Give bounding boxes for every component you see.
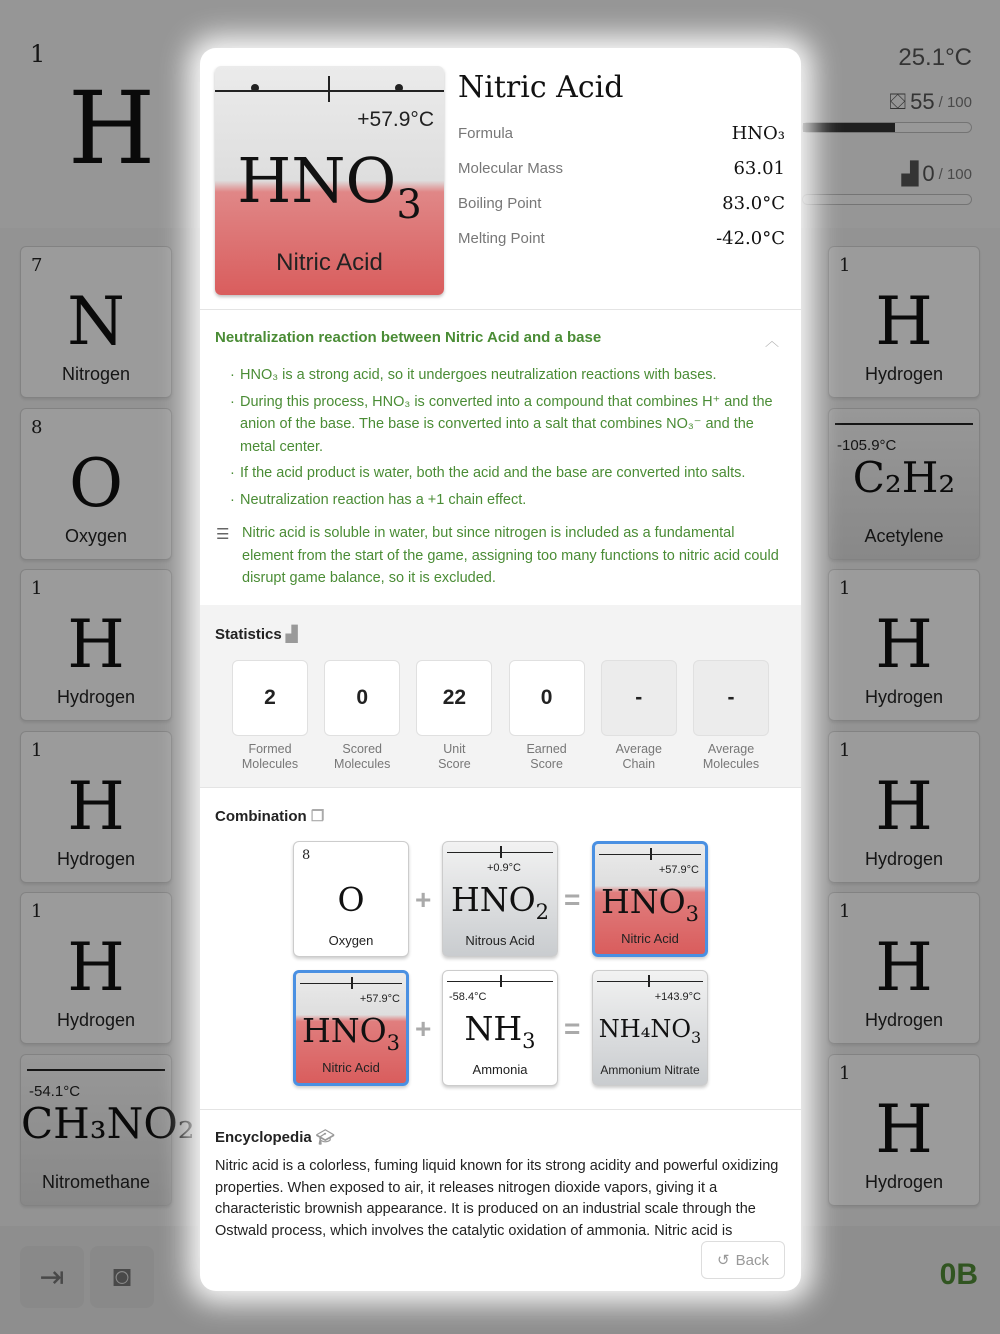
- stat-label: [593, 742, 685, 772]
- hero-formula: [215, 144, 444, 228]
- scale-marker-high: [395, 84, 403, 92]
- bullet-item: · Neutralization reaction has a +1 chain effect.: [230, 489, 787, 512]
- hero-formula-sub: 3: [396, 182, 422, 228]
- prop-mass: [458, 156, 785, 180]
- prop-value: -42.0°C: [716, 227, 785, 249]
- prop-melting: [458, 226, 785, 250]
- chart-value: 0: [922, 161, 935, 186]
- stat-label: [408, 742, 500, 772]
- tile-symbol: H: [875, 283, 933, 360]
- tile-name: Oxygen: [328, 933, 374, 948]
- hero-name: Nitric Acid: [276, 249, 383, 276]
- tile-name: Nitric Acid: [322, 1060, 380, 1075]
- speaker-icon: ◙: [112, 1260, 132, 1293]
- copy-icon: ❐: [310, 808, 325, 825]
- tile-symbol: H: [875, 1090, 933, 1168]
- stat-label-line2: Molecules: [241, 757, 299, 771]
- prop-key: Boiling Point: [458, 194, 542, 212]
- tile-symbol: CH₃NO₂: [21, 1098, 195, 1148]
- tile-name: Nitrogen: [61, 364, 131, 384]
- reaction-section-title[interactable]: Neutralization reaction between Nitric Acid and a base: [215, 329, 602, 346]
- tile-scale-tick: [650, 848, 652, 860]
- reaction-bullets: [230, 364, 787, 515]
- tile-symbol: H: [67, 767, 125, 845]
- tile-formula-sub: 3: [386, 1031, 401, 1055]
- tile-name: Nitric Acid: [621, 931, 679, 946]
- score-icon: ⛋: [889, 89, 907, 114]
- encyclopedia-title: [215, 1128, 335, 1146]
- combo-nitrous-acid-tile[interactable]: [442, 841, 558, 957]
- tile-formula-sub: 3: [691, 1028, 702, 1047]
- plus-sign: +: [415, 1013, 432, 1044]
- encyclopedia-text: Nitric acid is a colorless, fuming liquid known for its strong acidity and powerful oxidizing properties. When exposed to air, it releases nitrogen dioxide vapors, giving it a characteristic brownish appearance. It is produced on an industrial scale through the Ostwald process, which involves the catalytic oxidation of ammonia. Nitric acid is: [215, 1158, 779, 1239]
- tile-scale-tick: [500, 846, 502, 858]
- top-element-symbol: H: [68, 70, 156, 187]
- tile-name: Hydrogen: [864, 1171, 944, 1192]
- tile-name: Hydrogen: [56, 687, 136, 707]
- equals-sign: =: [564, 884, 581, 915]
- bar-chart-icon: ▟: [901, 161, 919, 186]
- stat-value-box: 2: [232, 660, 308, 736]
- prop-key: Formula: [458, 124, 514, 142]
- stat-label-line1: Scored: [342, 742, 382, 756]
- combination-title: [215, 807, 324, 825]
- stat-label: [224, 742, 316, 772]
- divider: [200, 309, 801, 310]
- combo-oxygen-tile[interactable]: [293, 841, 409, 957]
- temperature-readout: 25.1°C: [898, 44, 972, 71]
- combo-ammonium-nitrate-tile[interactable]: [592, 970, 708, 1086]
- tile-name: Hydrogen: [864, 364, 944, 384]
- stat-label: [316, 742, 408, 772]
- chevron-up-icon[interactable]: ︿: [765, 333, 779, 349]
- encyclopedia-title-text: Encyclopedia: [215, 1129, 312, 1146]
- statistics-title-text: Statistics: [215, 626, 282, 643]
- prop-value: 63.01: [733, 157, 785, 179]
- back-label: Back: [735, 1251, 769, 1269]
- hero-temperature: +57.9°C: [357, 108, 434, 131]
- back-button[interactable]: [701, 1241, 785, 1279]
- tile-formula-main: HNO: [450, 880, 536, 919]
- tile-number: 1: [31, 739, 43, 761]
- tile-formula-main: HNO: [600, 882, 686, 921]
- tile-scale-tick: [351, 977, 353, 989]
- statistics-title: [215, 625, 297, 643]
- tile-formula: [593, 1015, 707, 1047]
- tile-temp: +143.9°C: [654, 991, 701, 1003]
- tile-formula-sub: 2: [535, 900, 550, 924]
- score-max: / 100: [938, 93, 972, 111]
- divider: [200, 787, 801, 788]
- prop-formula: [458, 121, 785, 145]
- combo-result-nitric-acid-tile[interactable]: [592, 841, 708, 957]
- scale-marker-low: [251, 84, 259, 92]
- stat-label-line2: Molecules: [334, 757, 391, 771]
- tile-name: Ammonia: [472, 1062, 528, 1077]
- tile-formula: [296, 1011, 406, 1055]
- graduation-cap-icon: 🎓︎: [315, 1129, 335, 1146]
- stat-label-line1: Earned: [526, 742, 567, 756]
- tile-scale-tick: [500, 975, 502, 987]
- chart-max: / 100: [938, 165, 972, 183]
- plus-sign: +: [415, 884, 432, 915]
- tile-formula-main: NH: [464, 1009, 523, 1048]
- tile-formula: [443, 880, 557, 924]
- tile-symbol: H: [875, 767, 933, 845]
- tile-temp: +0.9°C: [486, 862, 521, 874]
- stat-value-box: -: [693, 660, 769, 736]
- tile-scale-tick: [648, 975, 650, 987]
- prop-key: Melting Point: [458, 229, 545, 247]
- stat-label-line1: Formed: [248, 742, 292, 756]
- equals-sign: =: [564, 1013, 581, 1044]
- tile-temp: -54.1°C: [29, 1082, 81, 1100]
- tile-number: 1: [839, 578, 851, 599]
- tile-name: Nitrous Acid: [465, 933, 535, 948]
- tile-symbol: H: [67, 606, 125, 683]
- stat-label-line2: Score: [438, 757, 471, 771]
- tile-scale-line: [597, 981, 703, 982]
- tile-symbol: N: [67, 283, 125, 360]
- tile-name: Nitromethane: [41, 1171, 151, 1192]
- history-icon: ↺: [717, 1252, 730, 1269]
- exit-icon: ⇥: [39, 1260, 65, 1294]
- tile-name: Hydrogen: [56, 848, 136, 869]
- bar-chart-icon: ▟: [285, 626, 298, 643]
- stat-label-line2: Chain: [622, 757, 656, 771]
- tile-number: 1: [31, 901, 43, 922]
- combo-nitric-acid-tile[interactable]: [293, 970, 409, 1086]
- prop-boiling: [458, 191, 785, 215]
- stat-value-box: 0: [509, 660, 585, 736]
- stat-label-line2: Molecules: [702, 757, 760, 771]
- tile-formula: [595, 882, 705, 926]
- top-element-number: 1: [30, 40, 46, 68]
- tile-formula: O: [337, 880, 365, 919]
- tile-number: 1: [839, 1062, 851, 1084]
- prop-key: Molecular Mass: [458, 159, 564, 177]
- tile-name: Hydrogen: [56, 1010, 136, 1030]
- tile-symbol: H: [67, 929, 125, 1006]
- stat-value-box: 22: [416, 660, 492, 736]
- tile-name: Acetylene: [864, 525, 944, 546]
- tile-formula-main: HNO: [301, 1011, 387, 1050]
- bullet-item: · If the acid product is water, both the acid and the base are converted into salts.: [230, 462, 787, 485]
- combo-ammonia-tile[interactable]: [442, 970, 558, 1086]
- tile-temp: +57.9°C: [658, 864, 699, 876]
- excluded-list-icon: ☰: [216, 526, 230, 543]
- score-value: 55: [910, 89, 935, 114]
- bullet-item: · HNO₃ is a strong acid, so it undergoes neutralization reactions with bases.: [230, 364, 787, 387]
- stat-value-box: -: [601, 660, 677, 736]
- hero-formula-main: HNO: [237, 144, 397, 217]
- tile-formula-main: NH₄NO: [598, 1015, 692, 1043]
- tile-number: 1: [839, 255, 851, 276]
- molecule-detail-modal: [200, 48, 801, 1291]
- tile-name: Oxygen: [64, 525, 128, 546]
- scale-tick: [328, 76, 330, 102]
- tile-number: 1: [31, 578, 43, 599]
- tile-formula-sub: 3: [685, 902, 700, 926]
- stat-label-line2: Score: [530, 757, 563, 771]
- stat-label: [501, 742, 593, 772]
- tile-name: Hydrogen: [864, 687, 944, 707]
- tile-number: 7: [31, 255, 43, 276]
- stat-label-line1: Unit: [443, 742, 466, 756]
- molecule-title: Nitric Acid: [458, 70, 624, 105]
- tile-number: 8: [302, 848, 311, 863]
- bullet-item: · During this process, HNO₃ is converted into a compound that combines H⁺ and the anion of the base. The base is converted into a salt that combines NO₃⁻ and the metal center.: [230, 391, 787, 459]
- bottom-label: 0B: [939, 1258, 978, 1291]
- prop-value: 83.0°C: [722, 192, 785, 214]
- tile-formula: [443, 1009, 557, 1053]
- tile-number: 1: [839, 901, 851, 922]
- stat-value-box: 0: [324, 660, 400, 736]
- tile-temp: +57.9°C: [359, 993, 400, 1005]
- stat-label-line1: Average: [707, 742, 755, 756]
- reaction-note: Nitric acid is soluble in water, but since nitrogen is included as a fundamental element from the start of the game, assigning too many functions to nitric acid could disrupt game balance, so it is excluded.: [242, 525, 779, 586]
- stat-label-line1: Average: [615, 742, 662, 756]
- tile-name: Hydrogen: [864, 1010, 944, 1030]
- tile-number: 8: [31, 416, 43, 438]
- tile-symbol: H: [875, 606, 933, 683]
- tile-name: Hydrogen: [864, 848, 944, 869]
- stat-label: [685, 742, 777, 772]
- combination-title-text: Combination: [215, 808, 307, 825]
- tile-symbol: C₂H₂: [852, 452, 956, 502]
- tile-symbol: O: [68, 444, 124, 522]
- tile-temp: -58.4°C: [449, 991, 487, 1003]
- hero-molecule-card: [215, 66, 444, 295]
- prop-value: HNO₃: [731, 122, 785, 144]
- tile-name: Ammonium Nitrate: [600, 1063, 700, 1077]
- tile-temp: -105.9°C: [837, 436, 897, 454]
- tile-number: 1: [839, 739, 851, 761]
- tile-symbol: H: [875, 929, 933, 1006]
- divider: [200, 1109, 801, 1110]
- tile-formula-sub: 3: [522, 1029, 536, 1053]
